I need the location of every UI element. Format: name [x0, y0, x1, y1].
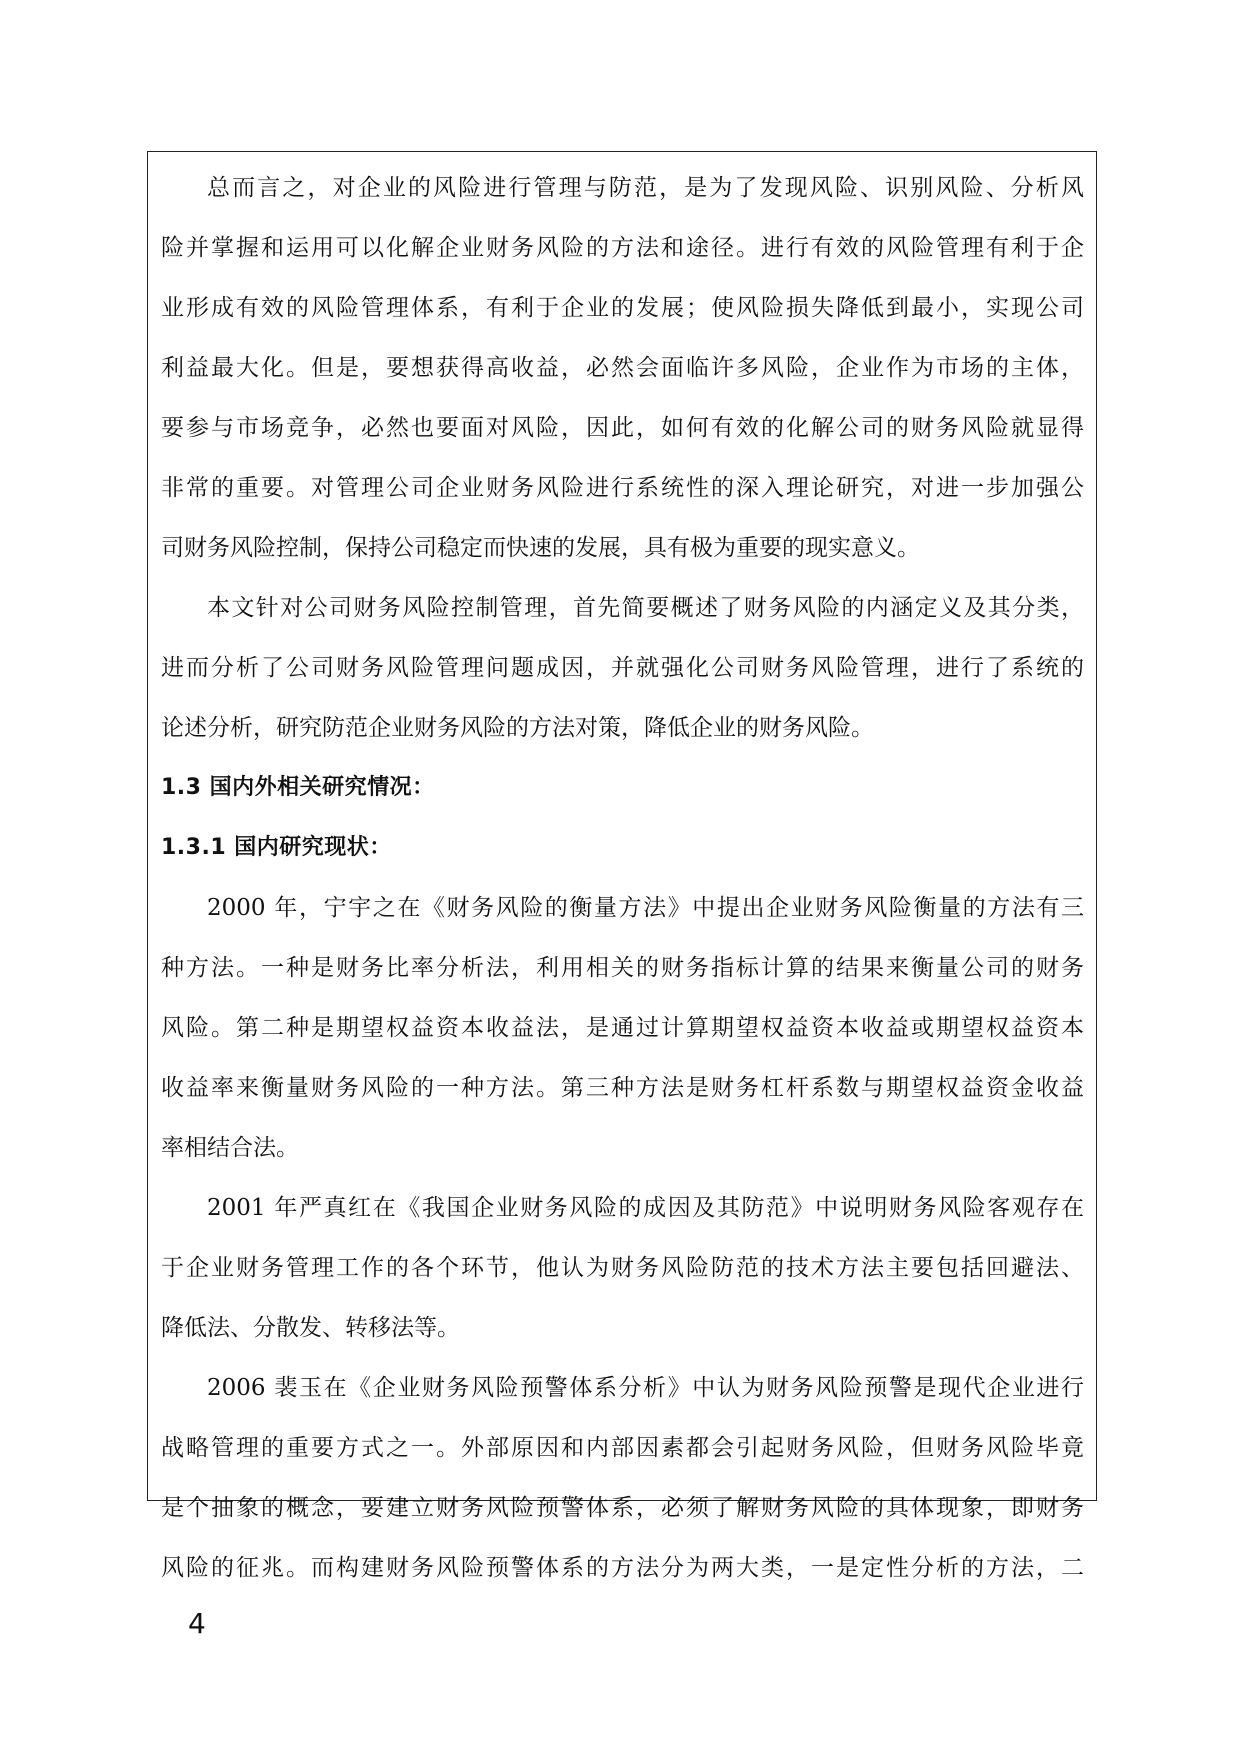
- page-number: 4: [188, 1607, 206, 1640]
- text-line: 战略管理的重要方式之一。外部原因和内部因素都会引起财务风险，但财务风险毕竟: [161, 1435, 1084, 1461]
- text-line: 是个抽象的概念，要建立财务风险预警体系，必须了解财务风险的具体现象，即财务: [161, 1495, 1084, 1521]
- paragraph-summary: [161, 170, 1084, 590]
- text-line: 论述分析，研究防范企业财务风险的方法对策，降低企业的财务风险。: [161, 715, 874, 741]
- text-line: 总而言之，对企业的风险进行管理与防范，是为了发现风险、识别风险、分析风: [207, 175, 1084, 201]
- text-line: 降低法、分散发、转移法等。: [161, 1315, 460, 1341]
- text-line: 收益率来衡量财务风险的一种方法。第三种方法是财务杠杆系数与期望权益资金收益: [161, 1075, 1084, 1101]
- section-heading: 1.3 国内外相关研究情况：: [161, 775, 435, 800]
- text-line: 进而分析了公司财务风险管理问题成因，并就强化公司财务风险管理，进行了系统的: [161, 655, 1084, 681]
- text-line: 本文针对公司财务风险控制管理，首先简要概述了财务风险的内涵定义及其分类，: [207, 595, 1084, 621]
- text-line: 于企业财务管理工作的各个环节，他认为财务风险防范的技术方法主要包括回避法、: [161, 1255, 1084, 1281]
- text-line: 种方法。一种是财务比率分析法，利用相关的财务指标计算的结果来衡量公司的财务: [161, 955, 1084, 981]
- text-line: 司财务风险控制，保持公司稳定而快速的发展，具有极为重要的现实意义。: [161, 535, 920, 561]
- paragraph-research-2006: [161, 1370, 1084, 1610]
- paragraph-overview: [161, 590, 1084, 770]
- paragraph-research-2000: [161, 890, 1084, 1190]
- text-line: 非常的重要。对管理公司企业财务风险进行系统性的深入理论研究，对进一步加强公: [161, 475, 1084, 501]
- paragraph-research-2001: [161, 1190, 1084, 1370]
- text-line: 2000 年，宁宇之在《财务风险的衡量方法》中提出企业财务风险衡量的方法有三: [207, 895, 1084, 921]
- text-line: 险并掌握和运用可以化解企业财务风险的方法和途径。进行有效的风险管理有利于企: [161, 235, 1084, 261]
- text-line: 率相结合法。: [161, 1135, 299, 1161]
- text-line: 风险。第二种是期望权益资本收益法，是通过计算期望权益资本收益或期望权益资本: [161, 1015, 1084, 1041]
- text-line: 利益最大化。但是，要想获得高收益，必然会面临许多风险，企业作为市场的主体，: [161, 355, 1084, 381]
- text-line: 要参与市场竞争，必然也要面对风险，因此，如何有效的化解公司的财务风险就显得: [161, 415, 1084, 441]
- text-line: 2001 年严真红在《我国企业财务风险的成因及其防范》中说明财务风险客观存在: [207, 1195, 1084, 1221]
- subsection-heading: 1.3.1 国内研究现状：: [161, 835, 392, 860]
- text-line: 业形成有效的风险管理体系，有利于企业的发展；使风险损失降低到最小，实现公司: [161, 295, 1084, 321]
- text-line: 2006 裴玉在《企业财务风险预警体系分析》中认为财务风险预警是现代企业进行: [207, 1375, 1084, 1401]
- document-frame: [147, 151, 1097, 1581]
- text-line: 风险的征兆。而构建财务风险预警体系的方法分为两大类，一是定性分析的方法，二: [161, 1555, 1084, 1581]
- document-body: [161, 170, 1084, 1610]
